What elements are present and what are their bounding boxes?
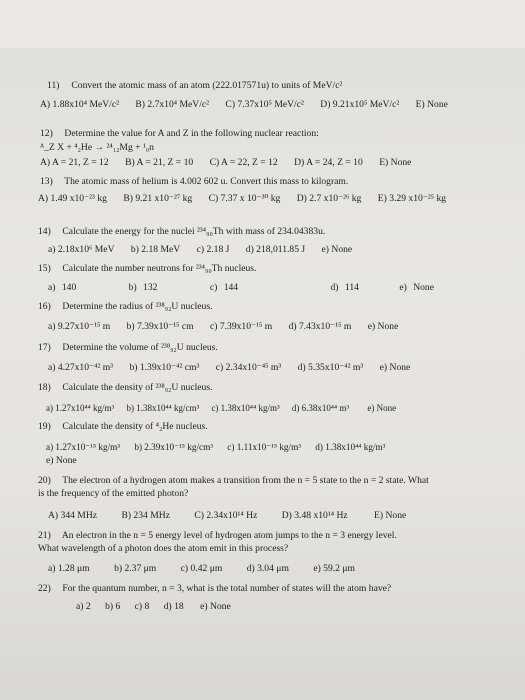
question-number: 19): [38, 421, 51, 432]
option: b) 2.18 MeV: [130, 244, 181, 255]
option: A) 1.49 x10⁻²³ kg: [38, 193, 107, 204]
option: c) 8: [134, 601, 150, 612]
option: e) 59.2 μm: [313, 563, 355, 574]
option: d) 3.04 μm: [246, 563, 289, 574]
option: d) 5.35x10⁻⁴² m³: [297, 362, 364, 373]
option: e) None: [367, 403, 397, 413]
options-14: [48, 244, 366, 256]
question-17: [38, 342, 218, 354]
question-18: [38, 382, 212, 394]
question-text: Determine the radius of ²³⁸₉₂U nucleus.: [62, 301, 213, 312]
option: D) 9.21x10⁵ MeV/c²: [320, 99, 400, 110]
option: a) 4.27x10⁻⁴² m³: [48, 362, 114, 373]
option: e) None: [379, 362, 411, 373]
option: d) 18: [163, 601, 184, 612]
question-number: 11): [47, 80, 60, 91]
options-19: [46, 441, 399, 453]
options-16: [48, 321, 412, 333]
options-17: [48, 362, 424, 374]
options-11: [40, 99, 462, 111]
option: A) A = 21, Z = 12: [40, 157, 109, 168]
question-number: 22): [38, 583, 51, 594]
question-21: [38, 530, 397, 542]
question-number: 21): [38, 530, 51, 541]
question-text: Calculate the density of ⁴₂He nucleus.: [62, 421, 208, 432]
question-19: [38, 421, 208, 433]
option: b) 6: [105, 601, 121, 612]
option: a) 9.27x10⁻¹⁵ m: [48, 321, 111, 332]
option: b) 2.37 μm: [114, 563, 157, 574]
question-number: 13): [40, 176, 53, 187]
option: d) 218,011.85 J: [245, 244, 306, 255]
question-16: [38, 301, 212, 313]
option: D) 2.7 x10⁻²⁶ kg: [296, 193, 362, 204]
option: C) A = 22, Z = 12: [209, 157, 278, 168]
option: c) 1.38x10⁴⁴ kg/m³: [211, 403, 280, 413]
option: b) 1.38x10⁴⁴ kg/cm³: [126, 403, 200, 413]
options-18: [46, 402, 410, 414]
option: a) 140: [48, 282, 77, 293]
option: E) 3.29 x10⁻²⁵ kg: [377, 193, 447, 204]
question-21-continued: What wavelength of a photon does the atom emit in this process?: [38, 543, 289, 554]
question-14: [38, 226, 325, 238]
option: D) 3.48 x10¹⁴ Hz: [281, 510, 348, 521]
options-22: [76, 601, 245, 613]
option: d) 6.38x10⁴⁴ m³: [291, 403, 350, 413]
question-text: Determine the volume of ²³⁸₉₂U nucleus.: [62, 342, 218, 353]
option: e) None: [367, 321, 399, 332]
question-20: [38, 475, 429, 487]
option: B) 234 MHz: [121, 510, 170, 521]
question-number: 16): [38, 301, 51, 312]
question-text: Calculate the density of ²³⁸₉₂U nucleus.: [62, 382, 213, 393]
options-12: [40, 157, 425, 169]
option: c) 2.34x10⁻⁴⁵ m³: [215, 362, 282, 373]
option: B) 9.21 x10⁻²⁷ kg: [123, 193, 193, 204]
nuclear-reaction: ᴬ_Z X + ⁴₂He → ²⁴₁₂Mg + ¹₀n: [40, 142, 154, 153]
options-15: [48, 282, 448, 294]
question-22: [38, 583, 391, 595]
question-number: 17): [38, 342, 51, 353]
option: b) 132: [128, 282, 158, 293]
option: C) 7.37x10⁵ MeV/c²: [225, 99, 304, 110]
option: C) 7.37 x 10⁻³⁰ kg: [208, 193, 281, 204]
question-12: [40, 128, 319, 140]
question-text: The atomic mass of helium is 4.002 602 u. Convert this mass to kilogram.: [64, 176, 349, 187]
option: c) 144: [209, 282, 239, 293]
option: A) 344 MHz: [48, 510, 98, 521]
option: c) 1.11x10⁻¹⁵ kg/m³: [227, 442, 301, 452]
option: c) 0.42 μm: [180, 563, 223, 574]
option: e) None: [200, 601, 231, 612]
option: B) A = 21, Z = 10: [125, 157, 194, 168]
photo-top-margin: [0, 0, 525, 48]
option: a) 1.28 μm: [48, 563, 90, 574]
option: d) 114: [330, 282, 359, 293]
question-text: For the quantum number, n = 3, what is the total number of states will the atom have?: [62, 583, 392, 594]
option: A) 1.88x10⁴ MeV/c²: [40, 99, 119, 110]
option: E) None: [374, 510, 407, 521]
option: C) 2.34x10¹⁴ Hz: [194, 510, 258, 521]
option: e) None: [46, 455, 77, 466]
option: a) 2.18x10⁶ MeV: [48, 244, 115, 255]
option: b) 7.39x10⁻¹⁵ cm: [126, 321, 194, 332]
option: e) None: [399, 282, 434, 293]
option: a) 2: [76, 601, 91, 612]
option: a) 1.27x10⁻¹⁵ kg/m³: [46, 442, 121, 452]
question-number: 14): [38, 226, 51, 237]
question-text: Calculate the number neutrons for ²³⁴₉₀Th nucleus.: [62, 263, 257, 274]
question-number: 12): [40, 128, 53, 139]
option: b) 2.39x10⁻¹⁵ kg/cm³: [134, 442, 213, 452]
options-13: [38, 193, 460, 205]
question-13: [40, 176, 348, 188]
option: D) A = 24, Z = 10: [294, 157, 363, 168]
option: b) 1.39x10⁻⁴² cm³: [129, 362, 200, 373]
option: a) 1.27x10⁴⁴ kg/m³: [46, 403, 115, 413]
options-21: [48, 563, 369, 575]
option: e) None: [321, 244, 353, 255]
option: E) None: [415, 99, 448, 110]
question-11: [47, 80, 342, 92]
option: d) 1.38x10⁴⁴ kg/m³: [315, 442, 386, 452]
option: d) 7.43x10⁻¹⁵ m: [288, 321, 352, 332]
option: c) 2.18 J: [196, 244, 230, 255]
option: c) 7.39x10⁻¹⁵ m: [209, 321, 273, 332]
question-20-continued: is the frequency of the emitted photon?: [38, 488, 189, 499]
option: E) None: [379, 157, 412, 168]
question-number: 20): [38, 475, 51, 486]
option: B) 2.7x10⁴ MeV/c²: [135, 99, 210, 110]
question-number: 15): [38, 263, 51, 274]
question-text: Determine the value for A and Z in the following nuclear reaction:: [64, 128, 319, 139]
options-20: [48, 510, 420, 522]
question-text: An electron in the n = 5 energy level of hydrogen atom jumps to the n = 3 energy level.: [61, 530, 397, 541]
question-number: 18): [38, 382, 51, 393]
question-text: The electron of a hydrogen atom makes a transition from the n = 5 state to the n = 2 state. What: [62, 475, 429, 486]
question-text: Calculate the energy for the nuclei ²³⁴₉₀Th with mass of 234.04383u.: [62, 226, 326, 237]
question-text: Convert the atomic mass of an atom (222.017571u) to units of MeV/c²: [71, 80, 343, 91]
question-15: [38, 263, 256, 275]
